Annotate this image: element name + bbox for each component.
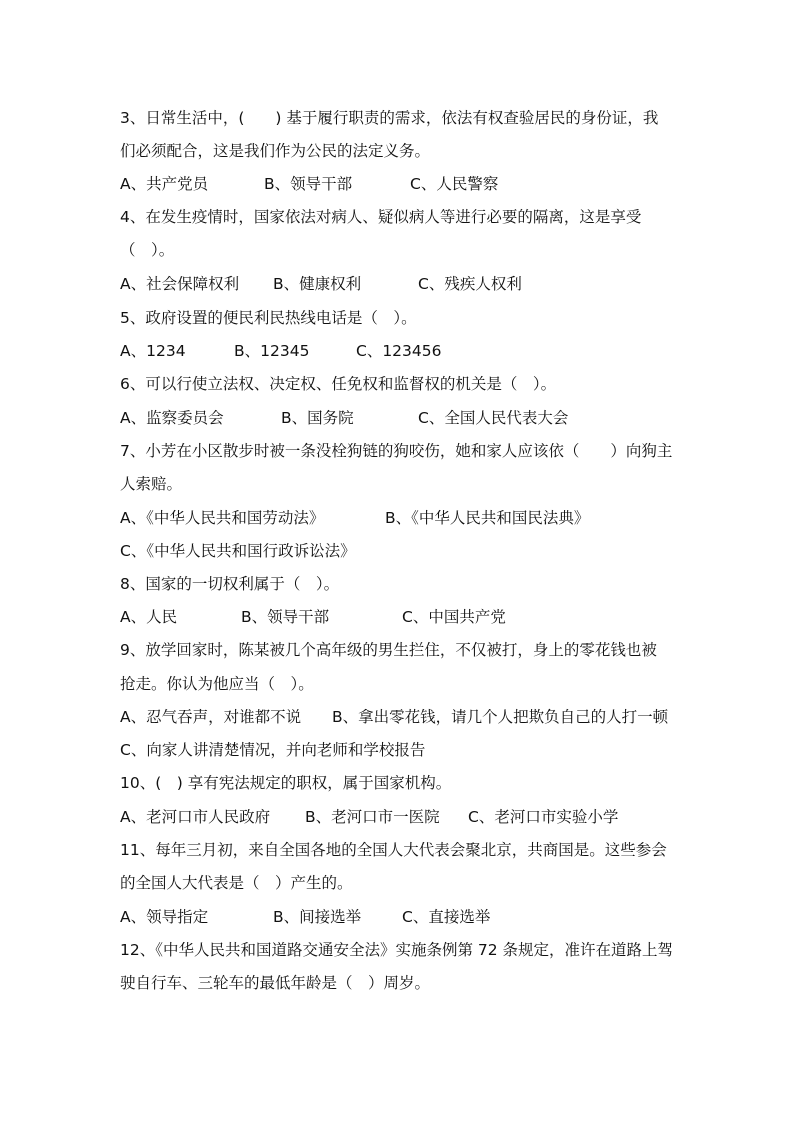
question-3-option-b: B、领导干部 <box>264 175 353 193</box>
question-3-text-line-1: 3、日常生活中，( ) 基于履行职责的需求，依法有权查验居民的身份证，我 <box>120 109 659 127</box>
question-9-text-line-2: 抢走。你认为他应当（ ）。 <box>120 675 314 693</box>
question-7-text-line-2: 人索赔。 <box>120 475 183 493</box>
question-5-option-b: B、12345 <box>234 342 310 360</box>
question-12-text-line-2: 驶自行车、三轮车的最低年龄是（ ）周岁。 <box>120 974 431 992</box>
question-7-option-b: B、《中华人民共和国民法典》 <box>385 509 590 527</box>
question-11-option-b: B、间接选举 <box>273 908 362 926</box>
question-4-option-a: A、社会保障权利 <box>120 275 240 293</box>
question-6-option-c: C、全国人民代表大会 <box>418 409 569 427</box>
question-11-text-line-1: 11、每年三月初，来自全国各地的全国人大代表会聚北京，共商国是。这些参会 <box>120 841 667 859</box>
question-9-option-c: C、向家人讲清楚情况，并向老师和学校报告 <box>120 741 426 759</box>
question-4-text-line-2: （ ）。 <box>120 241 175 259</box>
question-6-text: 6、可以行使立法权、决定权、任免权和监督权的机关是（ ）。 <box>120 375 557 393</box>
question-4-option-c: C、残疾人权利 <box>418 275 522 293</box>
question-9-option-a: A、忍气吞声，对谁都不说 <box>120 708 302 726</box>
question-6-option-a: A、监察委员会 <box>120 409 224 427</box>
question-10-text: 10、( ) 享有宪法规定的职权，属于国家机构。 <box>120 774 452 792</box>
question-4-option-b: B、健康权利 <box>273 275 362 293</box>
question-9-text-line-1: 9、放学回家时，陈某被几个高年级的男生拦住，不仅被打，身上的零花钱也被 <box>120 641 657 659</box>
question-5-option-a: A、1234 <box>120 342 186 360</box>
question-7-option-a: A、《中华人民共和国劳动法》 <box>120 509 325 527</box>
question-9-option-b: B、拿出零花钱，请几个人把欺负自己的人打一顿 <box>332 708 669 726</box>
question-8-text: 8、国家的一切权利属于（ ）。 <box>120 575 340 593</box>
question-11-option-c: C、直接选举 <box>402 908 491 926</box>
question-8-option-b: B、领导干部 <box>241 608 330 626</box>
question-7-text-line-1: 7、小芳在小区散步时被一条没栓狗链的狗咬伤，她和家人应该依（ ）向狗主 <box>120 442 673 460</box>
question-7-option-c: C、《中华人民共和国行政诉讼法》 <box>120 542 356 560</box>
question-6-option-b: B、国务院 <box>281 409 354 427</box>
question-3-text-line-2: 们必须配合，这是我们作为公民的法定义务。 <box>120 142 431 160</box>
question-11-option-a: A、领导指定 <box>120 908 209 926</box>
question-5-option-c: C、123456 <box>356 342 442 360</box>
question-10-option-b: B、老河口市一医院 <box>305 808 440 826</box>
question-3-option-a: A、共产党员 <box>120 175 209 193</box>
question-8-option-c: C、中国共产党 <box>402 608 506 626</box>
question-10-option-a: A、老河口市人民政府 <box>120 808 271 826</box>
question-11-text-line-2: 的全国人大代表是（ ）产生的。 <box>120 874 353 892</box>
question-10-option-c: C、老河口市实验小学 <box>468 808 619 826</box>
question-4-text-line-1: 4、在发生疫情时，国家依法对病人、疑似病人等进行必要的隔离，这是享受 <box>120 208 642 226</box>
question-8-option-a: A、人民 <box>120 608 178 626</box>
question-5-text: 5、政府设置的便民利民热线电话是（ ）。 <box>120 309 417 327</box>
question-3-option-c: C、人民警察 <box>410 175 499 193</box>
question-12-text-line-1: 12、《中华人民共和国道路交通安全法》实施条例第 72 条规定，准许在道路上驾 <box>120 941 674 959</box>
